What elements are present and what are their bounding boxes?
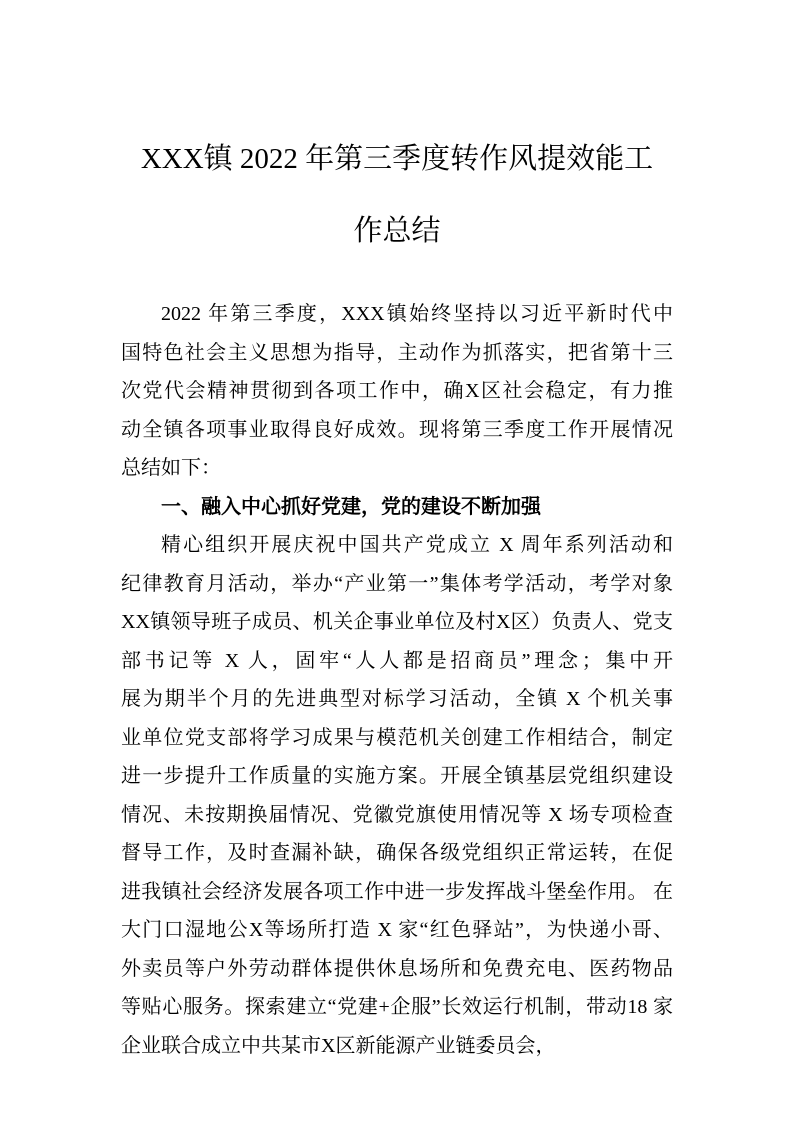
body-line: 展为期半个月的先进典型对标学习活动，全镇 X 个机关事 xyxy=(121,688,673,710)
body-line: 进一步提升工作质量的实施方案。开展全镇基层党组织建设 xyxy=(121,765,673,787)
title-line: XXX镇 2022 年第三季度转作风提效能工 xyxy=(140,143,654,175)
body-line: 部书记等 X 人，固牢“人人都是招商员”理念；集中开 xyxy=(121,649,673,672)
paragraph xyxy=(121,295,673,488)
document-body xyxy=(121,295,673,1065)
paragraph xyxy=(121,526,673,1065)
body-line: 业单位党支部将学习成果与模范机关创建工作相结合，制定 xyxy=(121,726,673,749)
title-line: 作总结 xyxy=(353,215,441,247)
body-line: 总结如下： xyxy=(121,457,221,479)
body-line: 情况、未按期换届情况、党徽党旗使用情况等 X 场专项检查 xyxy=(121,803,673,826)
document-title xyxy=(121,123,673,267)
body-line: 纪律教育月活动，举办“产业第一”集体考学活动，考学对象 xyxy=(121,572,673,595)
body-line: 进我镇社会经济发展各项工作中进一步发挥战斗堡垒作用。 在 xyxy=(121,880,673,903)
body-line: 大门口湿地公X等场所打造 X 家“红色驿站”，为快递小哥、 xyxy=(121,919,673,941)
body-line: 企业联合成立中共某市X区新能源产业链委员会， xyxy=(121,1034,556,1057)
document-content xyxy=(121,123,673,1065)
body-line: 国特色社会主义思想为指导，主动作为抓落实，把省第十三 xyxy=(121,341,673,364)
body-line: 次党代会精神贯彻到各项工作中，确X区社会稳定，有力推 xyxy=(121,380,673,402)
body-line: XX镇领导班子成员、机关企事业单位及村X区）负责人、党支 xyxy=(121,611,673,633)
body-line: 督导工作，及时查漏补缺，确保各级党组织正常运转，在促 xyxy=(121,842,673,864)
body-line: 2022 年第三季度，XXX镇始终坚持以习近平新时代中 xyxy=(161,303,673,325)
section-heading xyxy=(121,488,673,527)
body-line: 等贴心服务。探索建立“党建+企服”长效运行机制，带动18 家 xyxy=(121,996,673,1018)
body-line: 动全镇各项事业取得良好成效。现将第三季度工作开展情况 xyxy=(121,418,673,441)
heading-line: 一、融入中心抓好党建，党的建设不断加强 xyxy=(161,495,541,518)
body-line: 精心组织开展庆祝中国共产党成立 X 周年系列活动和 xyxy=(161,534,673,556)
body-line: 外卖员等户外劳动群体提供休息场所和免费充电、医药物品 xyxy=(121,957,673,980)
